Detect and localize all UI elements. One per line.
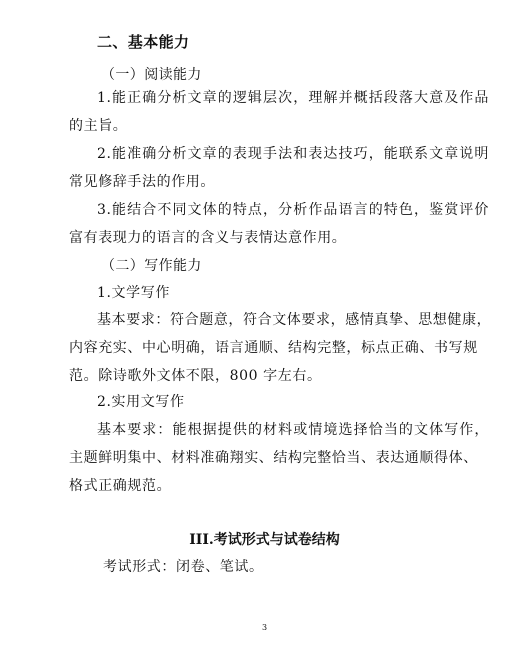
exam-form-text: 考试形式：闭卷、笔试。: [103, 559, 264, 575]
practical-writing-line-1: 基本要求：能根据提供的材料或情境选择恰当的文体写作，: [97, 422, 489, 438]
page-number: 3: [261, 623, 268, 632]
practical-writing-title: 2.实用文写作: [97, 394, 185, 410]
section-heading: 二、基本能力: [97, 33, 190, 51]
literary-writing-line-2: 内容充实、中心明确，语言通顺、结构完整，标点正确、书写规: [69, 340, 478, 356]
reading-item-2-line-1: 2.能准确分析文章的表现手法和表达技巧，能联系文章说明: [97, 146, 489, 162]
practical-writing-line-3: 格式正确规范。: [69, 478, 172, 494]
literary-writing-line-3: 范。除诗歌外文体不限，800 字左右。: [69, 368, 322, 384]
reading-item-3-line-1: 3.能结合不同文体的特点，分析作品语言的特色，鉴赏评价: [97, 202, 489, 218]
writing-ability-title: （二）写作能力: [101, 258, 202, 274]
reading-item-1-line-2: 的主旨。: [69, 118, 128, 134]
exam-structure-heading: III.考试形式与试卷结构: [189, 532, 340, 548]
reading-ability-title: （一）阅读能力: [101, 67, 202, 83]
practical-writing-line-2: 主题鲜明集中、材料准确翔实、结构完整恰当、表达通顺得体、: [69, 450, 478, 466]
reading-item-1-line-1: 1.能正确分析文章的逻辑层次，理解并概括段落大意及作品: [97, 90, 489, 106]
reading-item-2-line-2: 常见修辞手法的作用。: [69, 174, 215, 190]
literary-writing-line-1: 基本要求：符合题意，符合文体要求，感情真挚、思想健康，: [97, 312, 492, 328]
literary-writing-title: 1.文学写作: [97, 285, 170, 301]
reading-item-3-line-2: 富有表现力的语言的含义与表情达意作用。: [69, 230, 347, 246]
